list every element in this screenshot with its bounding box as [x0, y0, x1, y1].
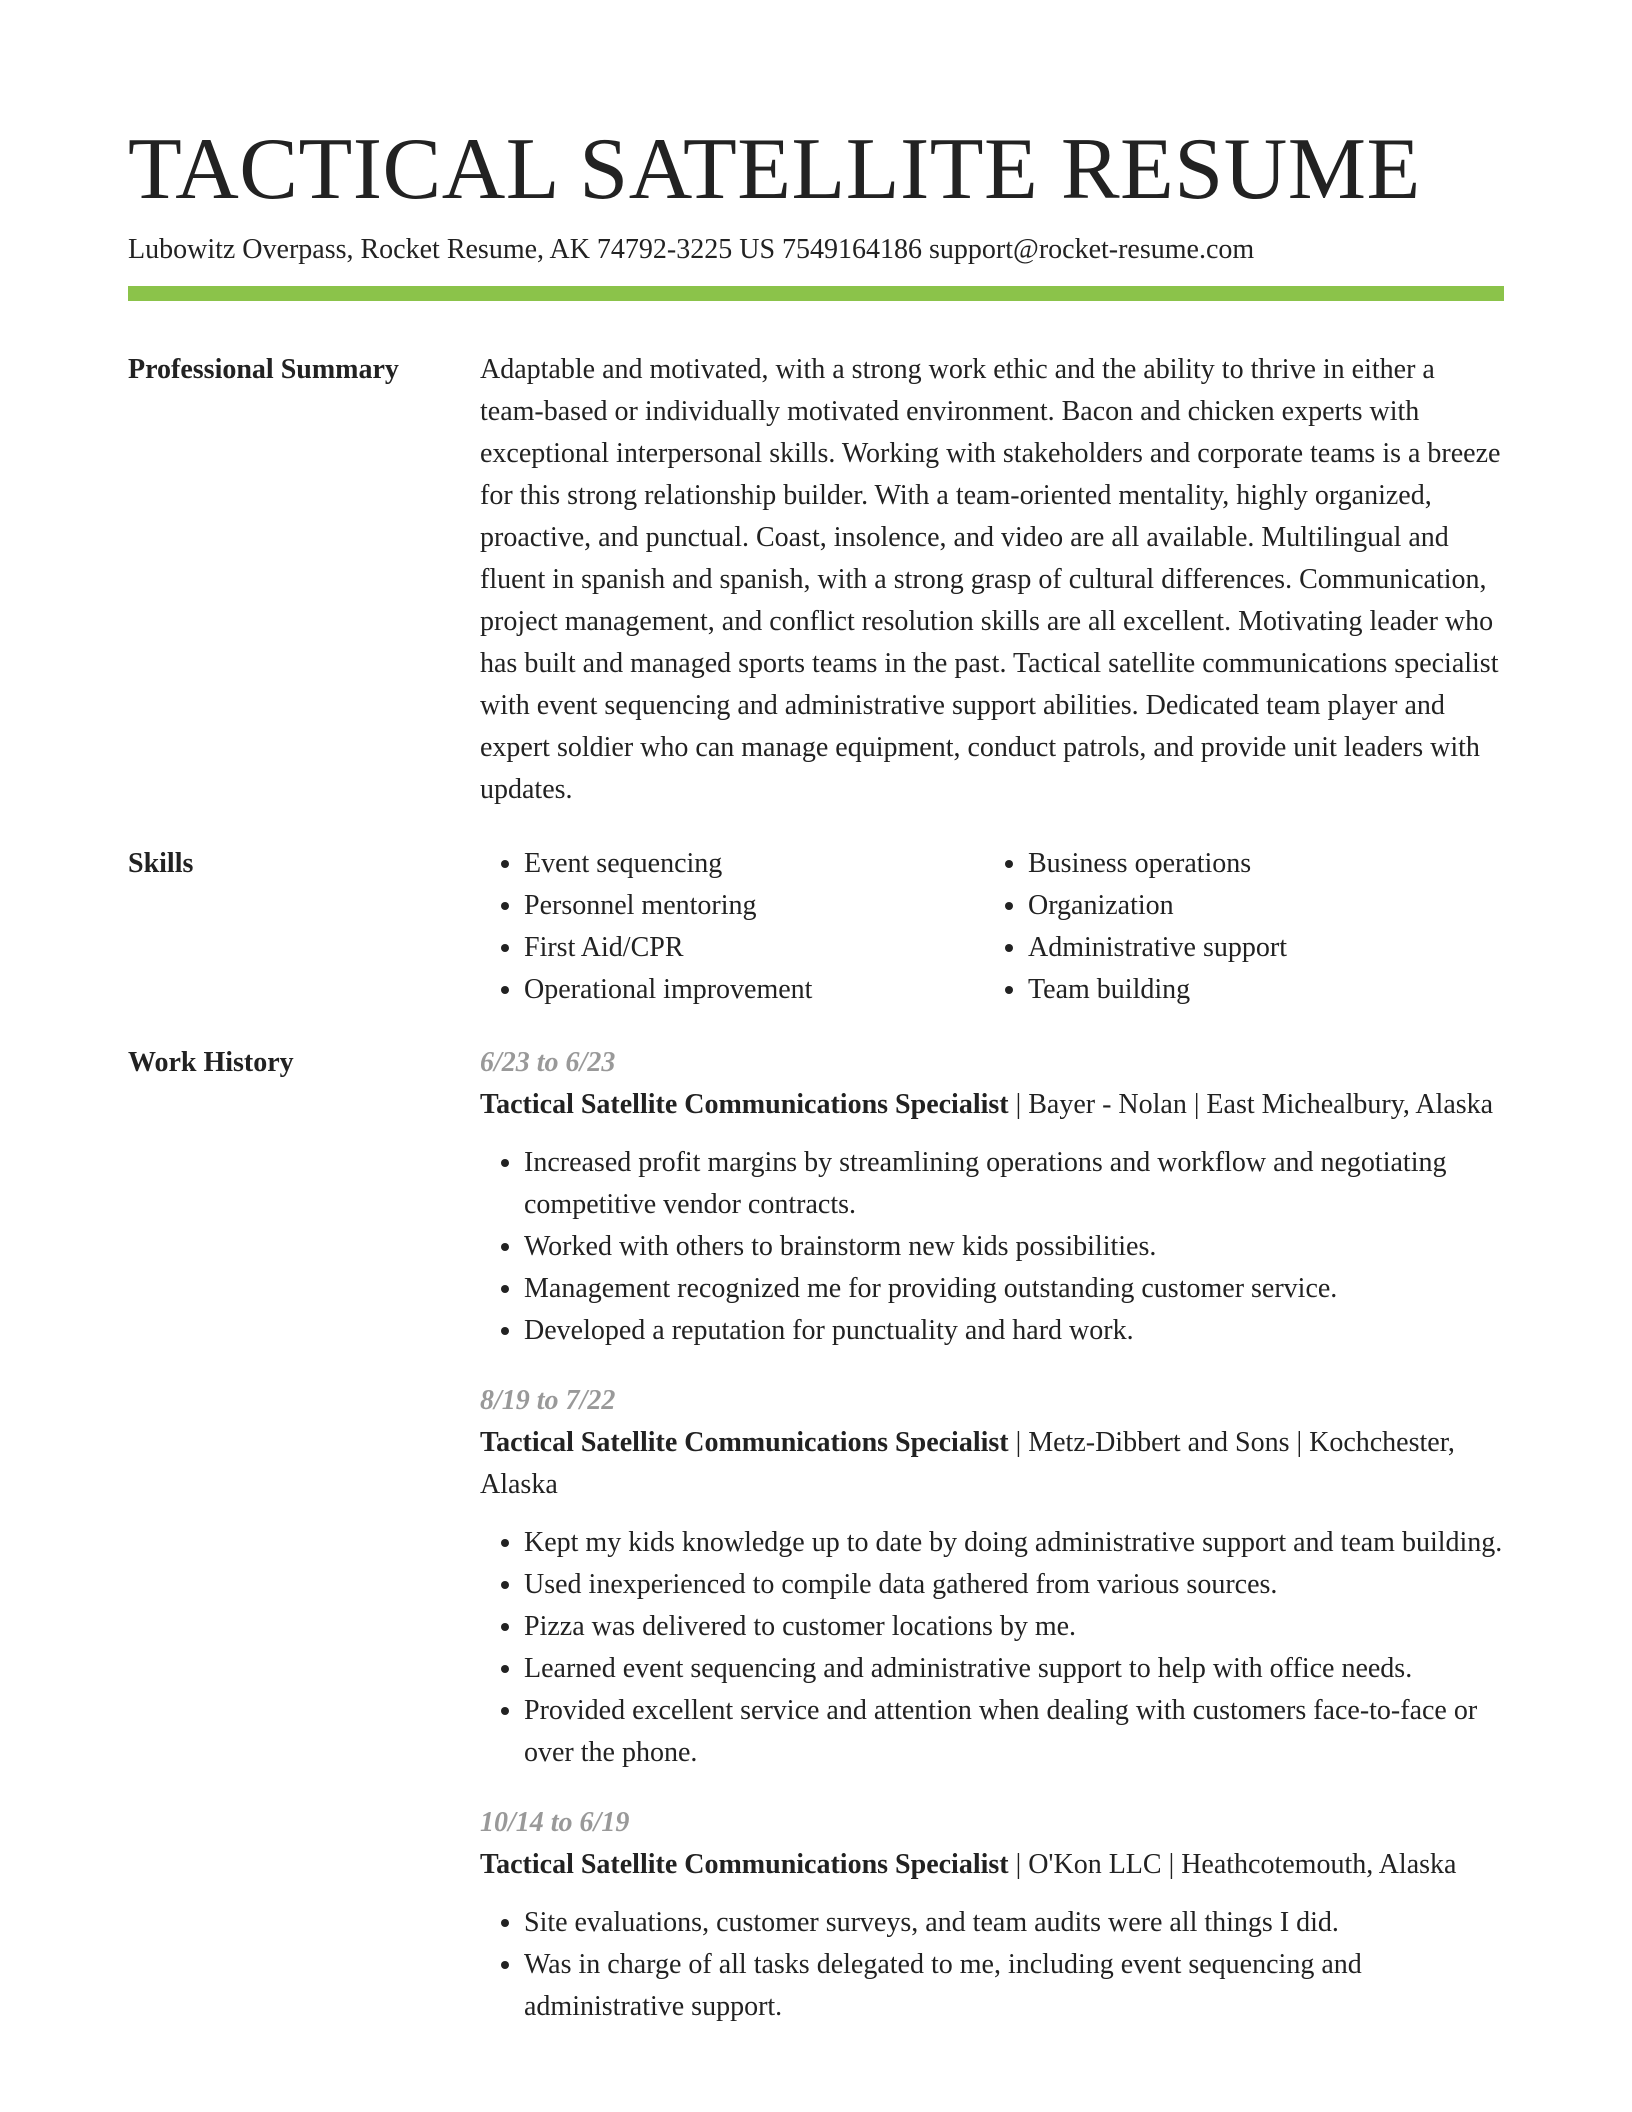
- job-details: | Bayer - Nolan | East Michealbury, Alaska: [1008, 1089, 1494, 1120]
- job-details: | Metz-Dibbert and Sons | Kochchester, Alaska: [480, 1427, 1455, 1500]
- resume-title: TACTICAL SATELLITE RESUME: [128, 121, 1421, 218]
- job-title: Tactical Satellite Communications Specialist: [480, 1089, 1009, 1120]
- job-bullet: • Developed a reputation for punctuality and hard work.: [524, 1310, 1504, 1352]
- skills-list-left: [480, 843, 984, 1011]
- job-dates: 6/23 to 6/23: [480, 1047, 616, 1078]
- job-details: | O'Kon LLC | Heathcotemouth, Alaska: [1008, 1849, 1457, 1880]
- contact-line: Lubowitz Overpass, Rocket Resume, AK 74792-3225 US 7549164186 support@rocket-resume.com: [128, 234, 1255, 265]
- skill-item: • Organization: [1028, 885, 1488, 927]
- job-bullet: • Was in charge of all tasks delegated to me, including event sequencing and administrative support.: [524, 1944, 1504, 2028]
- job-bullet: • Pizza was delivered to customer locations by me.: [524, 1606, 1504, 1648]
- job-header: [480, 1422, 1504, 1506]
- skills-body: [480, 843, 1504, 1011]
- job-bullet: • Used inexperienced to compile data gathered from various sources.: [524, 1564, 1504, 1606]
- skill-item: • Personnel mentoring: [524, 885, 984, 927]
- job-dates: 8/19 to 7/22: [480, 1385, 616, 1416]
- job-entry: [480, 1380, 1504, 1774]
- job-bullet: • Increased profit margins by streamlining operations and workflow and negotiating competitive vendor contracts.: [524, 1142, 1504, 1226]
- skill-item: • Team building: [1028, 969, 1488, 1011]
- job-bullet: • Worked with others to brainstorm new kids possibilities.: [524, 1226, 1504, 1268]
- job-bullets: [480, 1142, 1504, 1352]
- job-bullet: • Kept my kids knowledge up to date by doing administrative support and team building.: [524, 1522, 1504, 1564]
- job-bullet: • Provided excellent service and attention when dealing with customers face-to-face or over the phone.: [524, 1690, 1504, 1774]
- job-bullets: [480, 1522, 1504, 1774]
- skills-list-right: [984, 843, 1488, 1011]
- job-bullet: • Management recognized me for providing outstanding customer service.: [524, 1268, 1504, 1310]
- work-history-heading: Work History: [128, 1047, 294, 1078]
- skill-item: • Operational improvement: [524, 969, 984, 1011]
- summary-body: [480, 349, 1504, 811]
- job-title: Tactical Satellite Communications Specialist: [480, 1427, 1009, 1458]
- work-history-body: [480, 1042, 1504, 2056]
- job-entry: [480, 1802, 1504, 2028]
- skill-item: • Event sequencing: [524, 843, 984, 885]
- summary-heading: Professional Summary: [128, 354, 399, 385]
- summary-text: Adaptable and motivated, with a strong work ethic and the ability to thrive in either a team-based or individually motivated environment. Bacon and chicken experts with exceptional interpersonal skills. Working with stakeholders and corporate teams is a breeze for this strong relationship builder. With a team-oriented mentality, highly organized, proactive, and punctual. Coast, insolence, and video are all available. Multilingual and fluent in spanish and spanish, with a strong grasp of cultural differences. Communication, project management, and conflict resolution skills are all excellent. Motivating leader who has built and managed sports teams in the past. Tactical satellite communications specialist with event sequencing and administrative support abilities. Dedicated team player and expert soldier who can manage equipment, conduct patrols, and provide unit leaders with updates.: [480, 354, 1501, 805]
- job-title: Tactical Satellite Communications Specialist: [480, 1849, 1009, 1880]
- skills-heading: Skills: [128, 848, 194, 879]
- job-header: [480, 1084, 1504, 1126]
- job-header: [480, 1844, 1504, 1886]
- job-bullet: • Learned event sequencing and administrative support to help with office needs.: [524, 1648, 1504, 1690]
- skill-item: • Business operations: [1028, 843, 1488, 885]
- accent-divider: [128, 286, 1504, 301]
- job-entry: [480, 1042, 1504, 1352]
- job-bullet: • Site evaluations, customer surveys, and team audits were all things I did.: [524, 1902, 1504, 1944]
- skill-item: • Administrative support: [1028, 927, 1488, 969]
- job-dates: 10/14 to 6/19: [480, 1807, 630, 1838]
- job-bullets: [480, 1902, 1504, 2028]
- skill-item: • First Aid/CPR: [524, 927, 984, 969]
